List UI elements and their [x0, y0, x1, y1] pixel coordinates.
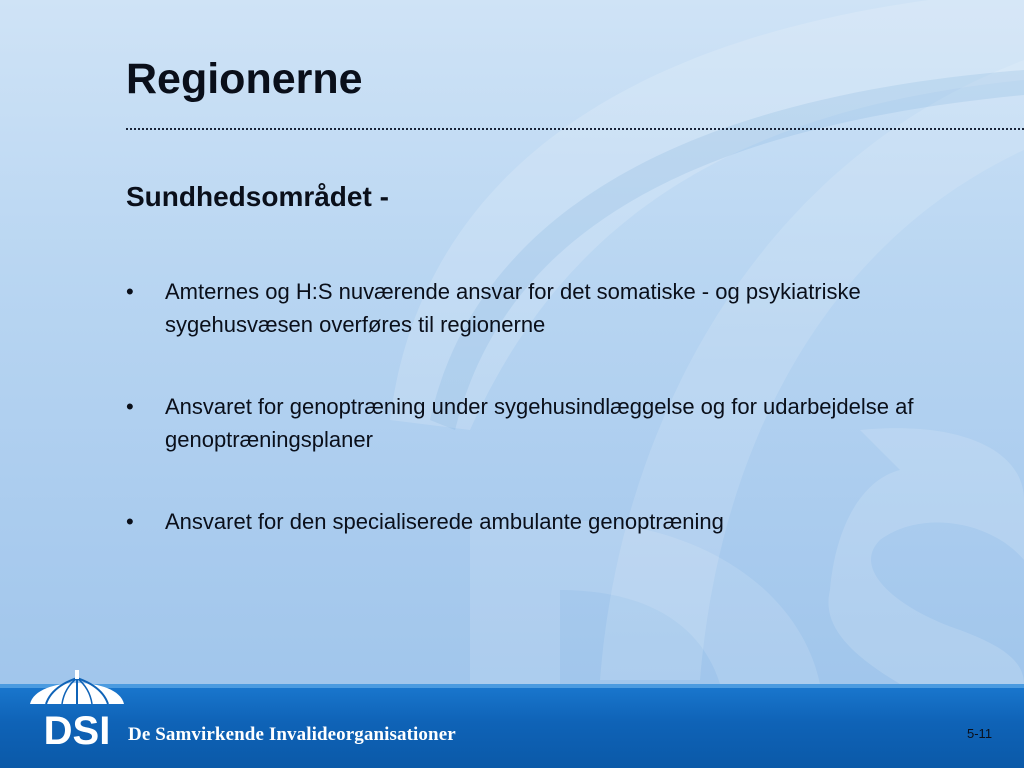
bullet-item: • Amternes og H:S nuværende ansvar for det somatiske - og psykiatriske sygehusvæsen overføres til regionerne	[126, 275, 946, 341]
dsi-logo	[22, 664, 132, 754]
bullet-item: • Ansvaret for den specialiserede ambulante genoptræning	[126, 505, 946, 538]
slide-subtitle: Sundhedsområdet -	[126, 181, 389, 212]
bullet-item: • Ansvaret for genoptræning under sygehusindlæggelse og for udarbejdelse af genoptræningsplaner	[126, 390, 946, 456]
slide-title: Regionerne	[126, 55, 363, 103]
logo-wordmark: DSI	[43, 709, 111, 753]
umbrella-icon	[30, 670, 124, 704]
bullet-list	[126, 275, 946, 587]
page-number: 5-11	[967, 726, 993, 741]
title-divider	[126, 128, 1024, 130]
organization-name: De Samvirkende Invalideorganisationer	[128, 724, 456, 745]
